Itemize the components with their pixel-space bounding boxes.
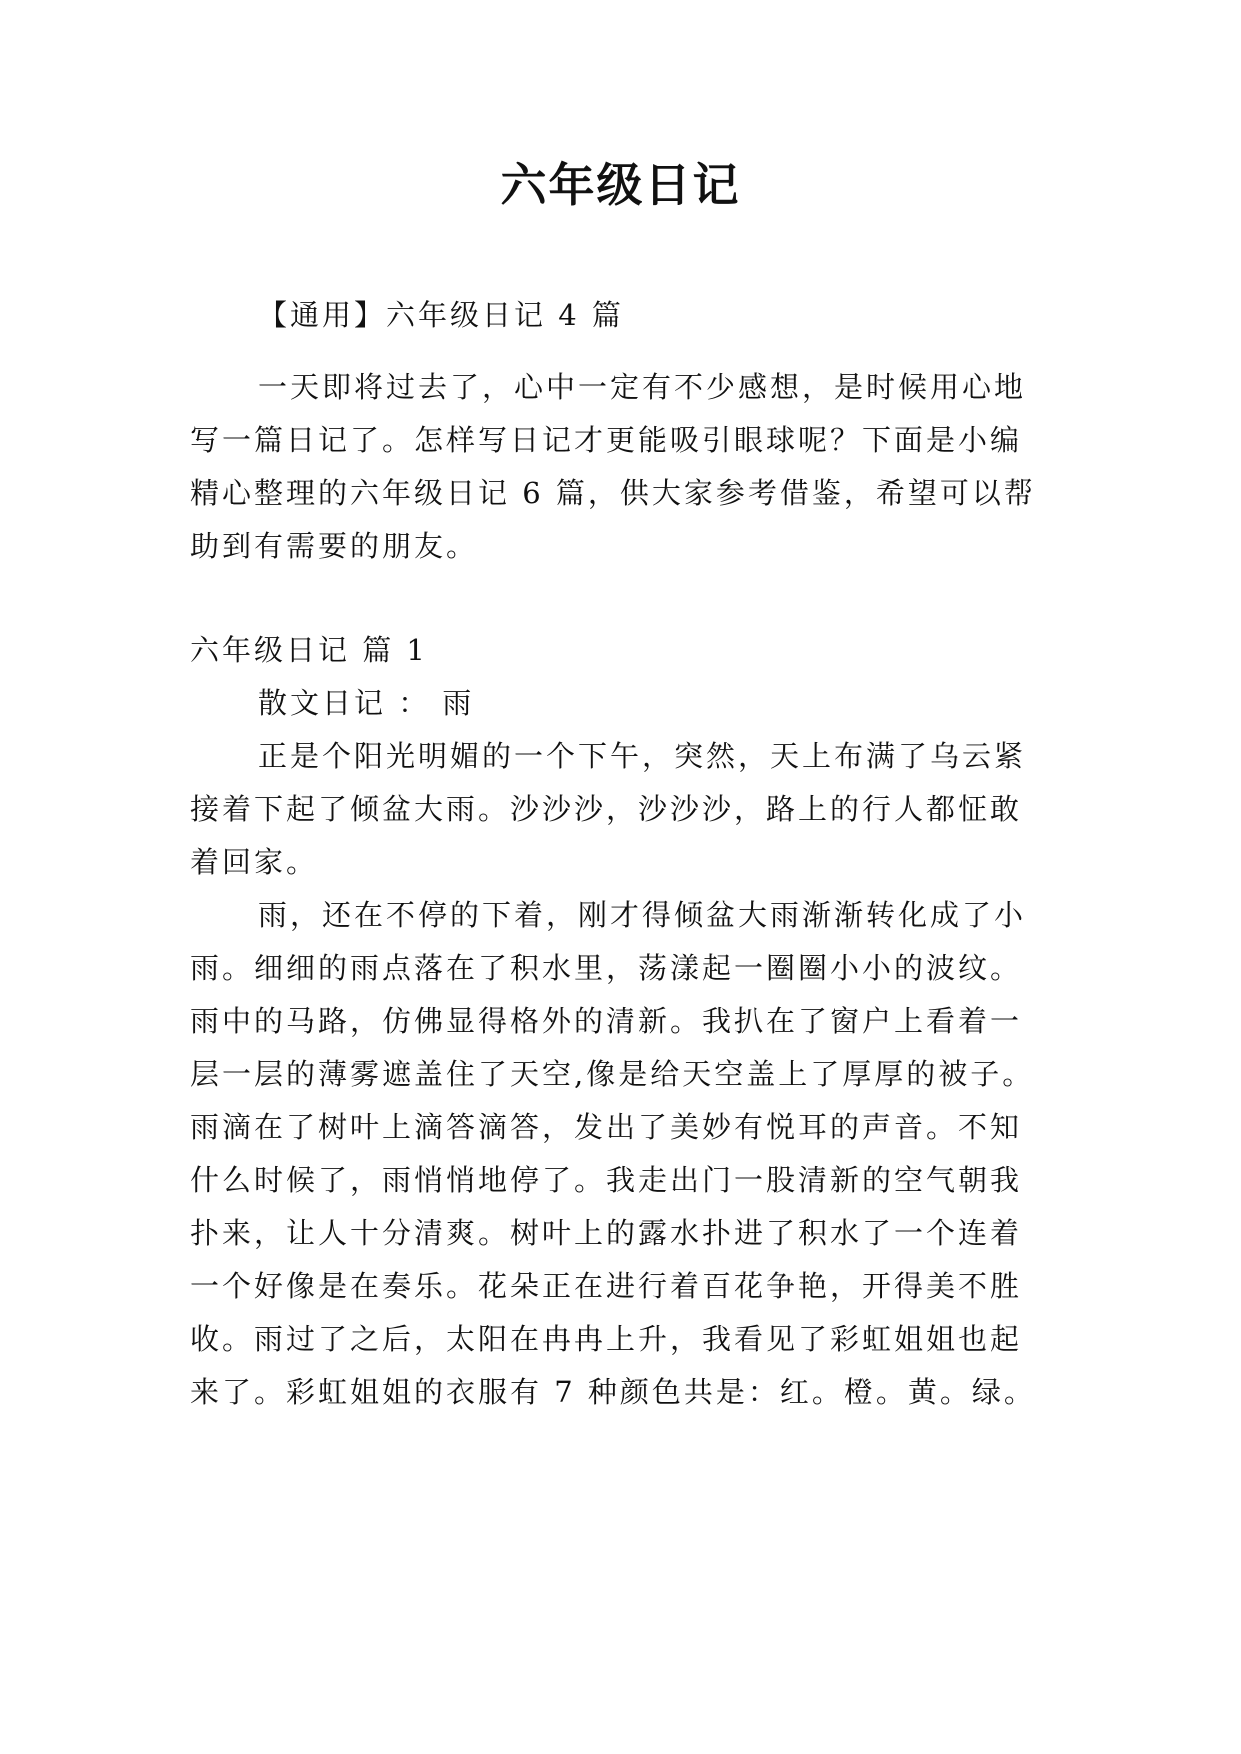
paragraph-line: 一个好像是在奏乐。花朵正在进行着百花争艳，开得美不胜 [190,1269,1023,1303]
document-subtitle: 【通用】六年级日记 4 篇 [258,298,624,332]
paragraph-line: 雨滴在了树叶上滴答滴答，发出了美妙有悦耳的声音。不知 [190,1110,1023,1144]
paragraph-line: 来了。彩虹姐姐的衣服有 7 种颜色共是：红。橙。黄。绿。 [190,1375,1036,1409]
essay-title: 散文日记 ： 雨 [258,686,475,720]
paragraph-line: 扑来，让人十分清爽。树叶上的露水扑进了积水了一个连着 [190,1216,1023,1250]
intro-line: 助到有需要的朋友。 [190,529,479,563]
paragraph-line: 雨。细细的雨点落在了积水里，荡漾起一圈圈小小的波纹。 [190,951,1023,985]
paragraph-line: 什么时候了，雨悄悄地停了。我走出门一股清新的空气朝我 [190,1163,1023,1197]
intro-line: 精心整理的六年级日记 6 篇，供大家参考借鉴，希望可以帮 [190,476,1036,510]
paragraph-line: 正是个阳光明媚的一个下午，突然，天上布满了乌云紧 [258,739,1027,773]
paragraph-line: 雨，还在不停的下着，刚才得倾盆大雨渐渐转化成了小 [258,898,1027,932]
intro-line: 一天即将过去了，心中一定有不少感想，是时候用心地 [258,370,1027,404]
paragraph-line: 收。雨过了之后，太阳在冉冉上升，我看见了彩虹姐姐也起 [190,1322,1023,1356]
paragraph-line: 雨中的马路，仿佛显得格外的清新。我扒在了窗户上看着一 [190,1004,1023,1038]
section-heading: 六年级日记 篇 1 [190,633,428,667]
intro-line: 写一篇日记了。怎样写日记才更能吸引眼球呢？下面是小编 [190,423,1023,457]
document-title: 六年级日记 [500,158,741,212]
paragraph-line: 着回家。 [190,845,319,879]
paragraph-line: 层一层的薄雾遮盖住了天空,像是给天空盖上了厚厚的被子。 [190,1057,1035,1091]
paragraph-line: 接着下起了倾盆大雨。沙沙沙，沙沙沙，路上的行人都怔敢 [190,792,1023,826]
